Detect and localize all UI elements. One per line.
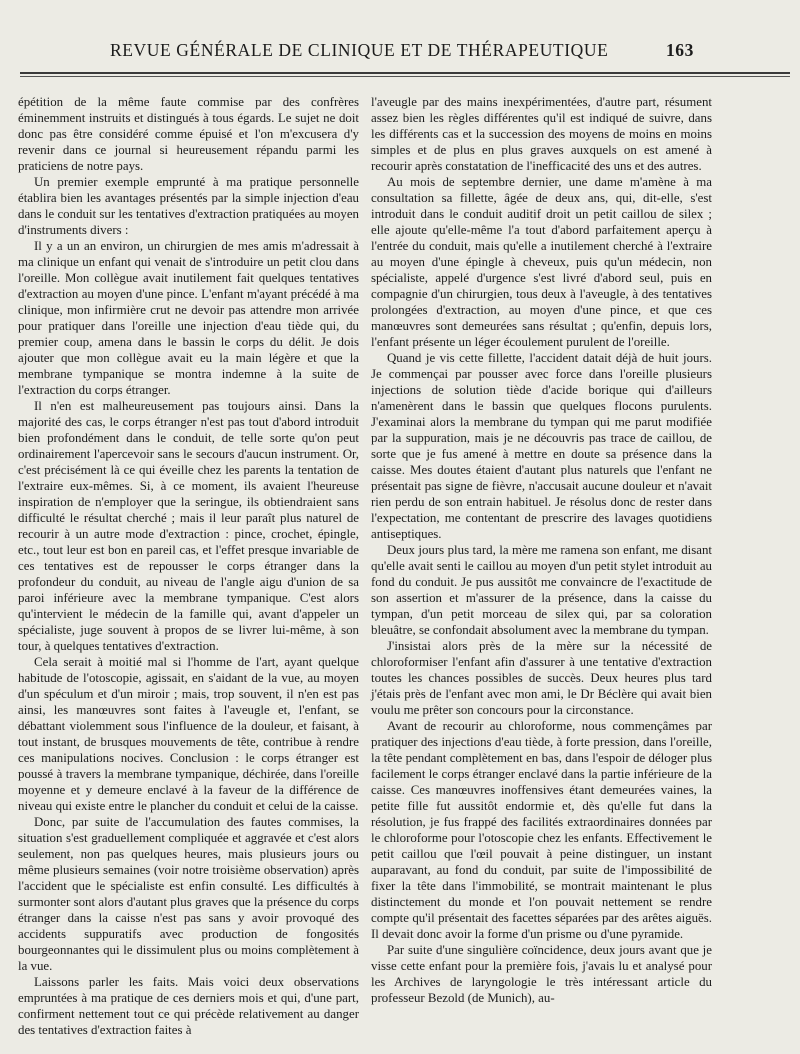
paragraph: Laissons parler les faits. Mais voici deux observations empruntées à ma pratique de ces derniers mois et qui, d'une part, confirment nettement tout ce qui précède relativement au danger des tentatives d'extraction faites à xyxy=(18,975,359,1037)
journal-title: REVUE GÉNÉRALE DE CLINIQUE ET DE THÉRAPEUTIQUE xyxy=(110,40,609,60)
left-column xyxy=(18,94,359,1038)
paragraph: Deux jours plus tard, la mère me ramena son enfant, me disant qu'elle avait senti le caillou au moyen d'un petit stylet introduit au fond du conduit. Je pus aussitôt me convaincre de l'exactitude de son assertion et m'assurer de la présence, dans la caisse du tympan, d'un petit morceau de silex qui, par sa coloration bleuâtre, se confondait absolument avec la membrane du tympan. xyxy=(371,543,712,637)
paragraph: Avant de recourir au chloroforme, nous commençâmes par pratiquer des injections d'eau tiède, à forte pression, dans l'oreille, la tête pendant complètement en bas, dans l'espoir de déloger plus facilement le corps étranger enclavé dans la partie inférieure de la caisse. Ces manœuvres inoffensives étant demeurées vaines, la petite fille fut aussitôt endormie et, dès qu'elle fut dans la résolution, je fus frappé des facilités extraordinaires données par le chloroforme pour l'otoscopie chez les enfants. Effectivement le petit caillou que l'œil pouvait à peine distinguer, un instant auparavant, au fond du conduit, par suite de l'impossibilité de fixer la tête dans l'immobilité, se montrait maintenant le plus distinctement du monde et l'on pouvait nettement se rendre compte qu'il présentait des facettes séparées par des arêtes aiguës. Il devait donc avoir la forme d'un prisme ou d'une pyramide. xyxy=(371,719,712,941)
header-rule xyxy=(20,72,790,74)
paragraph: Il n'en est malheureusement pas toujours ainsi. Dans la majorité des cas, le corps étranger n'est pas tout d'abord introduit bien profondément dans le conduit, de telle sorte qu'on peut ordinairement l'apercevoir sans le secours d'aucun instrument. Or, c'est précisément là ce qui éveille chez les parents la tentation de l'extraire eux-mêmes. Si, à ce moment, ils avaient l'heureuse inspiration de n'employer que la seringue, ils obtiendraient sans difficulté le résultat cherché ; mais il leur paraît plus naturel de recourir à un autre mode d'extraction : pince, crochet, épingle, etc., tout leur est bon en pareil cas, et l'effet presque invariable de ces tentatives est de repousser le corps étranger dans la profondeur du conduit, au niveau de l'angle aigu d'union de sa paroi inférieure avec la membrane tympanique. C'est alors qu'intervient le médecin de la famille qui, avant d'appeler un spécialiste, juge souvent à propos de se livrer lui-même, à son tour, à quelques tentatives d'extraction. xyxy=(18,399,359,653)
paragraph: Un premier exemple emprunté à ma pratique personnelle établira bien les avantages présentés par la simple injection d'eau dans le conduit sur les tentatives d'extraction pratiquées au moyen d'instruments divers : xyxy=(18,175,359,237)
running-header xyxy=(110,40,694,66)
paragraph: Cela serait à moitié mal si l'homme de l'art, ayant quelque habitude de l'otoscopie, agissait, en s'aidant de la vue, au moyen d'un spéculum et d'un miroir ; mais, trop souvent, il n'en est pas ainsi, les manœuvres sont faites à l'aveugle et, l'enfant, se débattant violemment sous l'influence de la douleur, et faisant, à tout instant, de brusques mouvements de tête, contribue à rendre ces manipulations nocives. Conclusion : le corps étranger est poussé à travers la membrane tympanique, déchirée, dans l'oreille moyenne et y demeure enclavé à la faveur de la différence de niveau qui existe entre le plancher du conduit et celui de la caisse. xyxy=(18,655,359,813)
paragraph: Donc, par suite de l'accumulation des fautes commises, la situation s'est graduellement compliquée et aggravée et c'est alors seulement, non pas quelques heures, mais plusieurs jours ou même plusieurs semaines (voir notre troisième observation) après l'accident que le spécialiste est enfin consulté. Les difficultés à surmonter sont alors d'autant plus graves que la présence du corps étranger dans la caisse n'est pas sans y avoir provoqué des accidents suppuratifs avec production de fongosités bourgeonnantes qui le dissimulent plus ou moins complètement à la vue. xyxy=(18,815,359,973)
right-column xyxy=(371,94,712,1006)
paragraph: Au mois de septembre dernier, une dame m'amène à ma consultation sa fillette, âgée de deux ans, qui, dit-elle, s'est introduit dans le conduit auditif droit un petit caillou de silex ; elle ajoute qu'elle-même l'a tout d'abord parfaitement aperçu à l'entrée du conduit, mais qu'elle a inutilement cherché à l'extraire au moyen d'une épingle à cheveux, puis qu'un médecin, non spécialiste, appelé d'urgence s'est livré d'abord seul, puis en compagnie d'un chirurgien, tous deux à l'aveugle, à des tentatives prolongées d'extraction, au moyen d'une pince, et que ces manœuvres sont demeurées sans résultat ; qu'enfin, depuis lors, l'enfant présente un léger écoulement purulent de l'oreille. xyxy=(371,175,712,349)
paragraph: Quand je vis cette fillette, l'accident datait déjà de huit jours. Je commençai par pousser avec force dans l'oreille plusieurs injections de solution tiède d'acide borique qui d'ailleurs n'amenèrent dans le bassin que quelques flocons purulents. J'examinai alors la membrane du tympan qui me parut modifiée par la suppuration, mais je ne découvris pas trace de caillou, de sorte que je fus amené à mettre en doute sa présence dans la caisse. Mes doutes étaient d'autant plus naturels que l'enfant ne présentait pas signe de fièvre, n'accusait aucune douleur et n'avait rien perdu de son entrain habituel. Je résolus donc de rester dans l'expectation, me contentant de prescrire des lavages quotidiens antiseptiques. xyxy=(371,351,712,541)
paragraph: l'aveugle par des mains inexpérimentées, d'autre part, résument assez bien les règles différentes qu'il est indiqué de suivre, dans les différents cas et la succession des moyens de moins en moins simples et de plus en plus graves auxquels on est amené à recourir après constatation de l'inefficacité des uns et des autres. xyxy=(371,95,712,173)
paragraph: épétition de la même faute commise par des confrères éminemment instruits et distingués à tous égards. Le sujet ne doit donc pas être considéré comme épuisé et l'on m'excusera d'y revenir dans ce journal si heureusement répandu parmi les praticiens de notre pays. xyxy=(18,95,359,173)
header-rule-thin xyxy=(20,76,790,77)
paragraph: Il y a un an environ, un chirurgien de mes amis m'adressait à ma clinique un enfant qui venait de s'introduire un petit clou dans l'oreille. Mon collègue avait inutilement fait quelques tentatives d'extraction au moyen d'une pince. L'enfant m'ayant précédé à ma clinique, mon infirmière crut ne devoir pas attendre mon arrivée pour pratiquer dans l'oreille une injection d'eau tiède qui, du premier coup, amena dans le bassin le corps du délit. Je dois ajouter que mon collègue avait eu la main légère et que la membrane tympanique se montra indemne à la suite de l'extraction du corps étranger. xyxy=(18,239,359,397)
paragraph: J'insistai alors près de la mère sur la nécessité de chloroformiser l'enfant afin d'assurer à une tentative d'extraction toutes les chances possibles de succès. Deux heures plus tard j'étais près de l'enfant avec mon ami, le Dr Béclère qui avait bien voulu me prêter son concours pour la circonstance. xyxy=(371,639,712,717)
paragraph: Par suite d'une singulière coïncidence, deux jours avant que je visse cette enfant pour la première fois, j'avais lu et analysé pour les Archives de laryngologie le très intéressant article du professeur Bezold (de Munich), au- xyxy=(371,943,712,1005)
page-number: 163 xyxy=(665,40,694,60)
